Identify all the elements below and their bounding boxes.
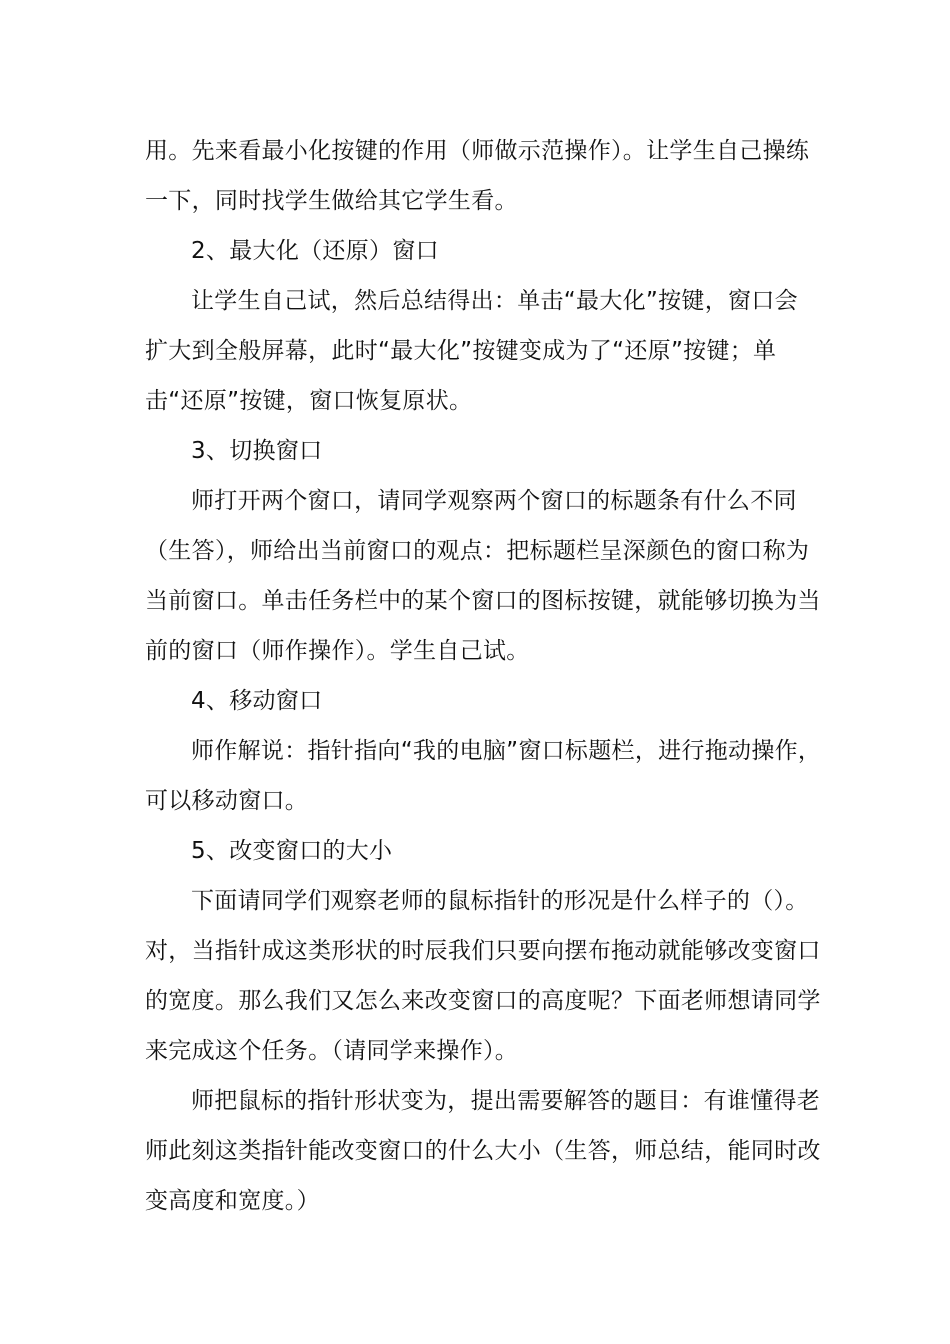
- paragraph-line: 师此刻这类指针能改变窗口的什么大小（生答，师总结，能同时改: [145, 1138, 821, 1164]
- paragraph-line: 前的窗口（师作操作）。学生自己试。: [145, 638, 530, 664]
- paragraph-line: 来完成这个任务。（请同学来操作）。: [145, 1038, 519, 1064]
- paragraph-line: 可以移动窗口。: [145, 788, 309, 814]
- paragraph-line: （生答），师给出当前窗口的观点：把标题栏呈深颜色的窗口称为: [145, 538, 810, 564]
- paragraph-line: 击“还原”按键，窗口恢复原状。: [145, 388, 473, 414]
- section-heading: 2、最大化（还原）窗口: [191, 238, 439, 264]
- paragraph-line: 的宽度。那么我们又怎么来改变窗口的高度呢？下面老师想请同学: [145, 988, 821, 1014]
- paragraph-line: 下面请同学们观察老师的鼠标指针的形况是什么样子的（）。: [191, 888, 809, 914]
- paragraph-line: 用。先来看最小化按键的作用（师做示范操作）。让学生自己操练: [145, 138, 810, 164]
- paragraph-line: 师打开两个窗口，请同学观察两个窗口的标题条有什么不同: [191, 488, 797, 514]
- paragraph-line: 师作解说：指针指向“我的电脑”窗口标题栏，进行拖动操作，: [191, 738, 822, 764]
- paragraph-line: 一下，同时找学生做给其它学生看。: [145, 188, 518, 214]
- paragraph-line: 让学生自己试，然后总结得出：单击“最大化”按键，窗口会: [191, 288, 798, 314]
- paragraph-line: 当前窗口。单击任务栏中的某个窗口的图标按键，就能够切换为当: [145, 588, 821, 614]
- section-heading: 5、改变窗口的大小: [191, 838, 393, 864]
- paragraph-line: 师把鼠标的指针形状变为，提出需要解答的题目：有谁懂得老: [191, 1088, 821, 1114]
- paragraph-line: 变高度和宽度。）: [145, 1188, 320, 1214]
- paragraph-line: 扩大到全般屏幕，此时“最大化”按键变成为了“还原”按键；单: [145, 338, 777, 364]
- paragraph-line: 对，当指针成这类形状的时辰我们只要向摆布拖动就能够改变窗口: [145, 938, 821, 964]
- section-heading: 4、移动窗口: [191, 688, 323, 714]
- section-heading: 3、切换窗口: [191, 438, 323, 464]
